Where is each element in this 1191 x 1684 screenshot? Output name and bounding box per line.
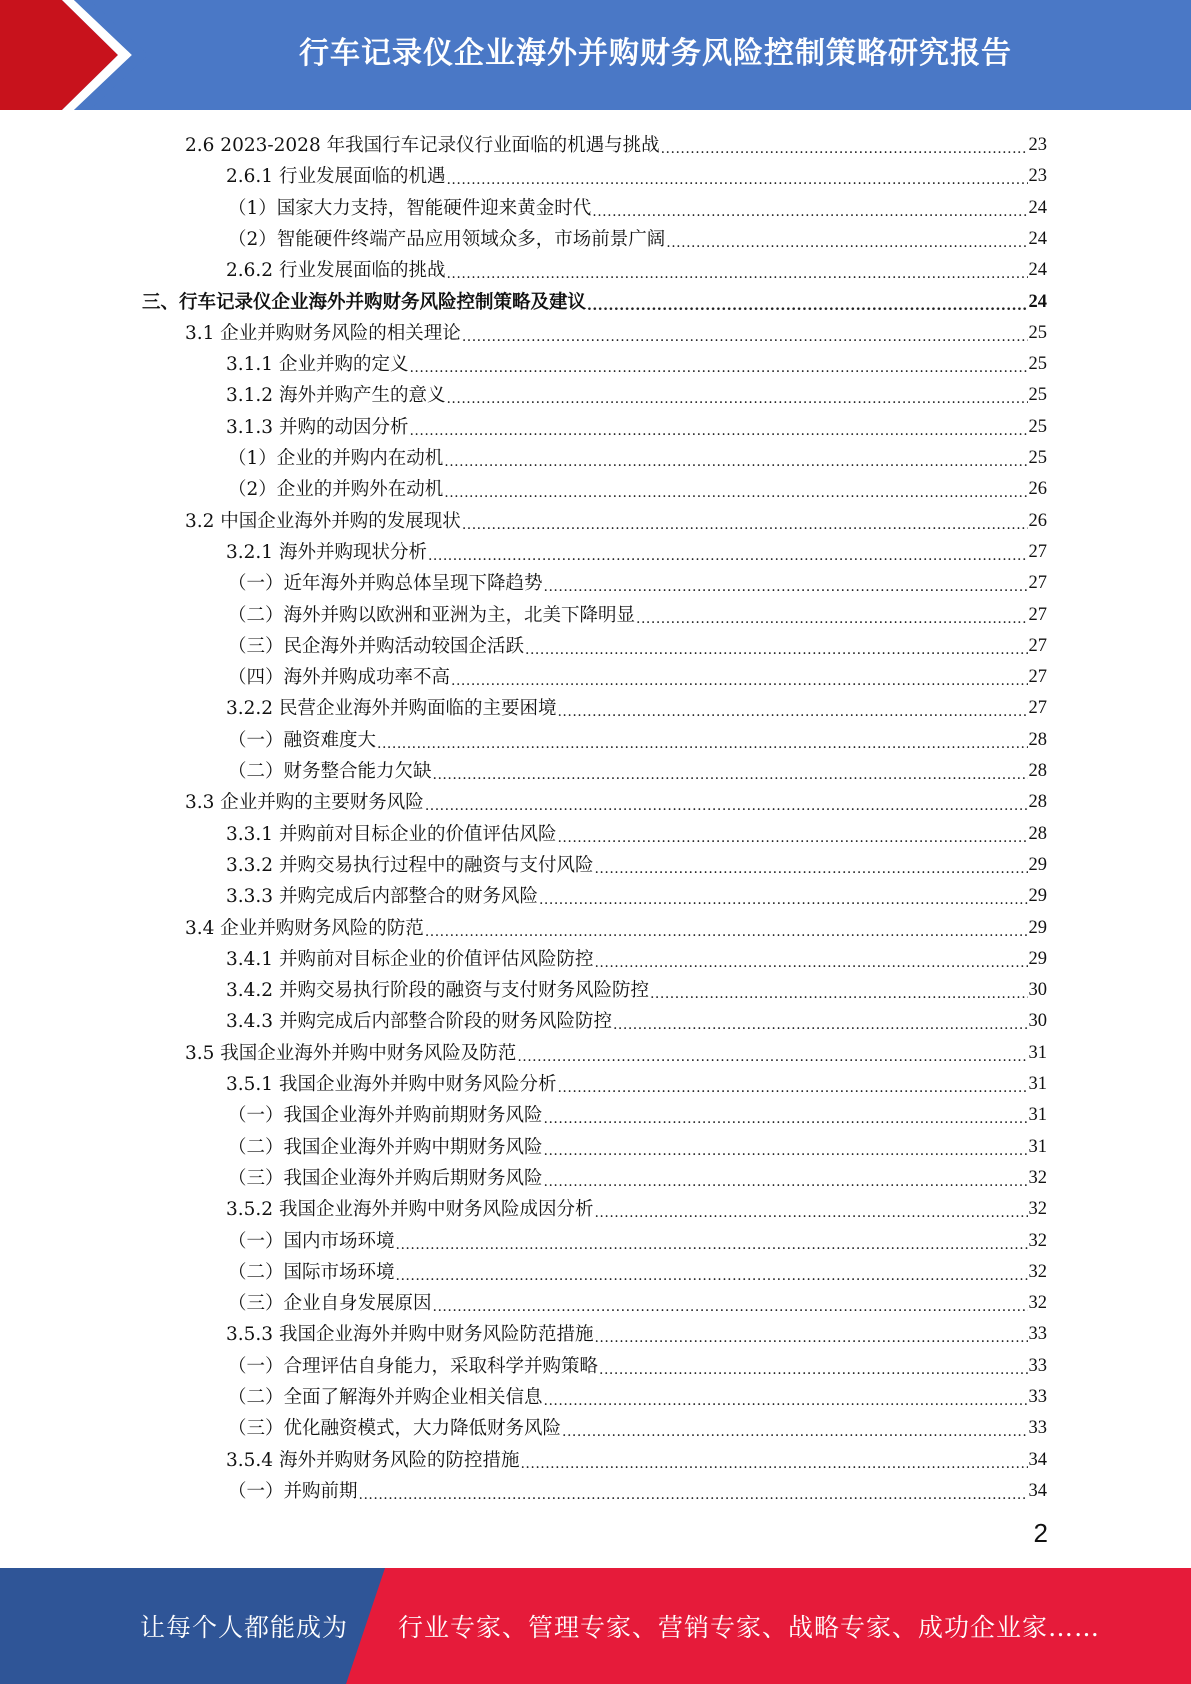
toc-entry-page: 32 [1028,1168,1047,1188]
toc-entry-page: 28 [1028,761,1047,781]
toc-dot-leader [462,318,1028,349]
toc-entry[interactable] [226,975,1047,1006]
toc-entry-title: （一）我国企业海外并购前期财务风险 [228,1105,543,1126]
toc-entry-title: 3.2 中国企业海外并购的发展现状 [185,511,461,532]
toc-dot-leader [446,161,1027,192]
toc-entry-page: 33 [1028,1387,1047,1407]
toc-entry-title: 3.3 企业并购的主要财务风险 [185,792,424,813]
toc-entry-page: 29 [1028,855,1047,875]
toc-entry[interactable] [226,1319,1047,1350]
toc-dot-leader [433,756,1028,787]
toc-entry-title: 3.3.2 并购交易执行过程中的融资与支付风险 [226,855,594,876]
toc-entry-title: 3.5.3 我国企业海外并购中财务风险防范措施 [226,1324,594,1345]
toc-dot-leader [377,725,1027,756]
toc-entry-page: 29 [1028,886,1047,906]
toc-entry[interactable] [228,224,1047,255]
toc-entry[interactable] [228,631,1047,662]
toc-entry-title: 3.3.1 并购前对目标企业的价值评估风险 [226,824,557,845]
footer-slogan-left: 让每个人都能成为 [140,1613,349,1642]
toc-entry[interactable] [226,693,1047,724]
toc-entry[interactable] [228,474,1047,505]
toc-dot-leader [409,412,1027,443]
toc-dot-leader [557,693,1027,724]
toc-entry-title: 三、行车记录仪企业海外并购财务风险控制策略及建议 [142,292,587,313]
toc-dot-leader [544,1132,1028,1163]
toc-dot-leader [409,349,1027,380]
toc-entry[interactable] [226,1006,1047,1037]
toc-dot-leader [594,944,1027,975]
toc-entry[interactable] [226,380,1047,411]
toc-entry-title: （二）全面了解海外并购企业相关信息 [228,1387,543,1408]
toc-entry-page: 25 [1028,385,1047,405]
toc-entry-page: 32 [1028,1199,1047,1219]
toc-dot-leader [428,537,1028,568]
toc-entry-title: （2）智能硬件终端产品应用领域众多，市场前景广阔 [228,229,666,250]
toc-entry-title: 3.3.3 并购完成后内部整合的财务风险 [226,886,538,907]
footer-slogan-right: 行业专家、管理专家、营销专家、战略专家、成功企业家…… [398,1613,1101,1642]
toc-entry-title: 3.2.2 民营企业海外并购面临的主要困境 [226,698,557,719]
toc-entry[interactable] [226,412,1047,443]
toc-entry[interactable] [228,1476,1047,1507]
toc-entry-page: 31 [1028,1105,1047,1125]
toc-dot-leader [562,1413,1027,1444]
toc-entry[interactable] [228,725,1047,756]
toc-dot-leader [425,913,1028,944]
toc-entry-title: 3.5.2 我国企业海外并购中财务风险成因分析 [226,1199,594,1220]
toc-entry-page: 25 [1028,323,1047,343]
red-chevron-decoration [0,0,160,110]
toc-entry[interactable] [228,1226,1047,1257]
toc-entry[interactable] [228,1413,1047,1444]
toc-entry[interactable] [228,1100,1047,1131]
toc-entry-title: （1）国家大力支持，智能硬件迎来黄金时代 [228,198,592,219]
toc-entry-title: （一）近年海外并购总体呈现下降趋势 [228,573,543,594]
toc-entry-title: 2.6.1 行业发展面临的机遇 [226,166,446,187]
toc-entry-title: （1）企业的并购内在动机 [228,448,444,469]
toc-entry-title: 3.4.2 并购交易执行阶段的融资与支付财务风险防控 [226,980,649,1001]
toc-entry-title: （三）民企海外并购活动较国企活跃 [228,636,525,657]
toc-entry[interactable] [185,1038,1047,1069]
toc-entry-title: （三）我国企业海外并购后期财务风险 [228,1168,543,1189]
toc-entry-page: 23 [1028,166,1047,186]
toc-entry[interactable] [228,193,1047,224]
toc-entry-title: 3.1.3 并购的动因分析 [226,417,409,438]
toc-entry-page: 26 [1028,511,1047,531]
toc-entry-title: （二）国际市场环境 [228,1262,395,1283]
toc-entry-title: （一）并购前期 [228,1481,358,1502]
toc-dot-leader [525,631,1027,662]
toc-entry-page: 32 [1028,1262,1047,1282]
toc-dot-leader [594,1194,1027,1225]
toc-entry[interactable] [228,1288,1047,1319]
toc-entry-title: 3.4 企业并购财务风险的防范 [185,918,424,939]
toc-entry[interactable] [185,787,1047,818]
report-title: 行车记录仪企业海外并购财务风险控制策略研究报告 [299,36,1012,71]
toc-entry-page: 27 [1028,698,1047,718]
toc-entry-page: 27 [1028,636,1047,656]
toc-entry-page: 30 [1028,980,1047,1000]
toc-dot-leader [539,881,1028,912]
toc-entry[interactable] [228,1257,1047,1288]
toc-entry-title: （一）融资难度大 [228,730,377,751]
toc-entry[interactable] [226,819,1047,850]
toc-dot-leader [661,130,1028,161]
toc-entry-title: （一）国内市场环境 [228,1231,395,1252]
toc-entry-title: 3.5.1 我国企业海外并购中财务风险分析 [226,1074,557,1095]
toc-entry[interactable] [226,1445,1047,1476]
toc-entry-page: 27 [1028,667,1047,687]
toc-dot-leader [544,568,1028,599]
toc-entry-page: 33 [1028,1418,1047,1438]
toc-entry-page: 34 [1028,1450,1047,1470]
toc-entry-title: （二）海外并购以欧洲和亚洲为主，北美下降明显 [228,605,636,626]
toc-entry[interactable] [228,1351,1047,1382]
toc-dot-leader [650,975,1028,1006]
toc-entry[interactable] [228,1382,1047,1413]
toc-entry-title: 2.6.2 行业发展面临的挑战 [226,260,446,281]
toc-dot-leader [587,287,1027,318]
toc-entry-page: 31 [1028,1137,1047,1157]
toc-entry-title: 3.4.1 并购前对目标企业的价值评估风险防控 [226,949,594,970]
toc-entry-page: 24 [1028,260,1047,280]
toc-dot-leader [444,474,1027,505]
toc-entry-page: 27 [1028,542,1047,562]
toc-dot-leader [594,850,1027,881]
toc-entry-page: 25 [1028,417,1047,437]
toc-entry-title: 3.2.1 海外并购现状分析 [226,542,427,563]
toc-dot-leader [425,787,1028,818]
toc-dot-leader [433,1288,1028,1319]
toc-entry-page: 27 [1028,605,1047,625]
toc-dot-leader [446,380,1027,411]
toc-entry-page: 31 [1028,1043,1047,1063]
toc-entry-page: 32 [1028,1293,1047,1313]
page-number: 2 [1033,1518,1048,1548]
toc-entry[interactable] [226,349,1047,380]
toc-dot-leader [557,819,1027,850]
toc-dot-leader [359,1476,1028,1507]
toc-entry[interactable] [226,1069,1047,1100]
toc-entry-title: （三）优化融资模式，大力降低财务风险 [228,1418,562,1439]
toc-entry[interactable] [226,537,1047,568]
toc-entry-page: 34 [1028,1481,1047,1501]
toc-entry-page: 30 [1028,1011,1047,1031]
toc-dot-leader [544,1382,1028,1413]
toc-dot-leader [396,1226,1028,1257]
toc-entry-page: 32 [1028,1231,1047,1251]
toc-entry-page: 27 [1028,573,1047,593]
toc-entry-title: 3.5.4 海外并购财务风险的防控措施 [226,1450,520,1471]
toc-entry-page: 28 [1028,824,1047,844]
toc-dot-leader [594,1319,1027,1350]
toc-entry-page: 23 [1028,135,1047,155]
toc-entry-page: 26 [1028,479,1047,499]
toc-entry[interactable] [226,1194,1047,1225]
toc-dot-leader [462,506,1028,537]
toc-entry[interactable] [228,600,1047,631]
toc-entry[interactable] [228,756,1047,787]
toc-entry[interactable] [185,913,1047,944]
toc-entry[interactable] [226,881,1047,912]
toc-entry-title: （二）我国企业海外并购中期财务风险 [228,1137,543,1158]
toc-dot-leader [446,255,1027,286]
toc-dot-leader [557,1069,1027,1100]
toc-entry[interactable] [228,443,1047,474]
toc-entry[interactable] [228,1132,1047,1163]
toc-entry[interactable] [228,1163,1047,1194]
toc-entry[interactable] [226,161,1047,192]
toc-entry[interactable] [185,318,1047,349]
toc-entry-page: 25 [1028,448,1047,468]
toc-entry[interactable] [185,506,1047,537]
toc-entry-title: 3.4.3 并购完成后内部整合阶段的财务风险防控 [226,1011,612,1032]
toc-entry[interactable] [226,944,1047,975]
toc-entry-page: 24 [1028,292,1047,312]
toc-dot-leader [517,1038,1027,1069]
footer-banner [0,1568,1191,1684]
toc-entry-title: 2.6 2023-2028 年我国行车记录仪行业面临的机遇与挑战 [185,135,660,156]
toc-entry[interactable] [142,287,1047,318]
toc-entry-title: （三）企业自身发展原因 [228,1293,432,1314]
toc-entry-page: 31 [1028,1074,1047,1094]
toc-entry-page: 33 [1028,1356,1047,1376]
toc-entry-page: 33 [1028,1324,1047,1344]
toc-entry[interactable] [185,130,1047,161]
toc-dot-leader [451,662,1027,693]
toc-dot-leader [636,600,1027,631]
toc-dot-leader [396,1257,1028,1288]
toc-entry-page: 28 [1028,730,1047,750]
toc-entry-page: 29 [1028,918,1047,938]
toc-dot-leader [599,1351,1027,1382]
toc-entry-title: 3.1 企业并购财务风险的相关理论 [185,323,461,344]
toc-dot-leader [613,1006,1028,1037]
toc-dot-leader [444,443,1027,474]
toc-entry-title: （二）财务整合能力欠缺 [228,761,432,782]
toc-entry[interactable] [226,255,1047,286]
toc-entry[interactable] [228,662,1047,693]
toc-entry[interactable] [226,850,1047,881]
toc-entry-page: 25 [1028,354,1047,374]
toc-entry-page: 24 [1028,229,1047,249]
toc-entry-page: 29 [1028,949,1047,969]
toc-dot-leader [520,1445,1027,1476]
toc-entry-title: （一）合理评估自身能力，采取科学并购策略 [228,1356,599,1377]
toc-entry-title: （2）企业的并购外在动机 [228,479,444,500]
report-header [0,0,1191,110]
toc-dot-leader [592,193,1027,224]
toc-dot-leader [666,224,1027,255]
toc-entry-title: 3.1.1 企业并购的定义 [226,354,409,375]
toc-entry-page: 28 [1028,792,1047,812]
toc-dot-leader [544,1163,1028,1194]
toc-dot-leader [544,1100,1028,1131]
toc-entry-title: 3.5 我国企业海外并购中财务风险及防范 [185,1043,517,1064]
toc-entry[interactable] [228,568,1047,599]
toc-entry-title: （四）海外并购成功率不高 [228,667,451,688]
toc-entry-title: 3.1.2 海外并购产生的意义 [226,385,446,406]
toc-entry-page: 24 [1028,198,1047,218]
